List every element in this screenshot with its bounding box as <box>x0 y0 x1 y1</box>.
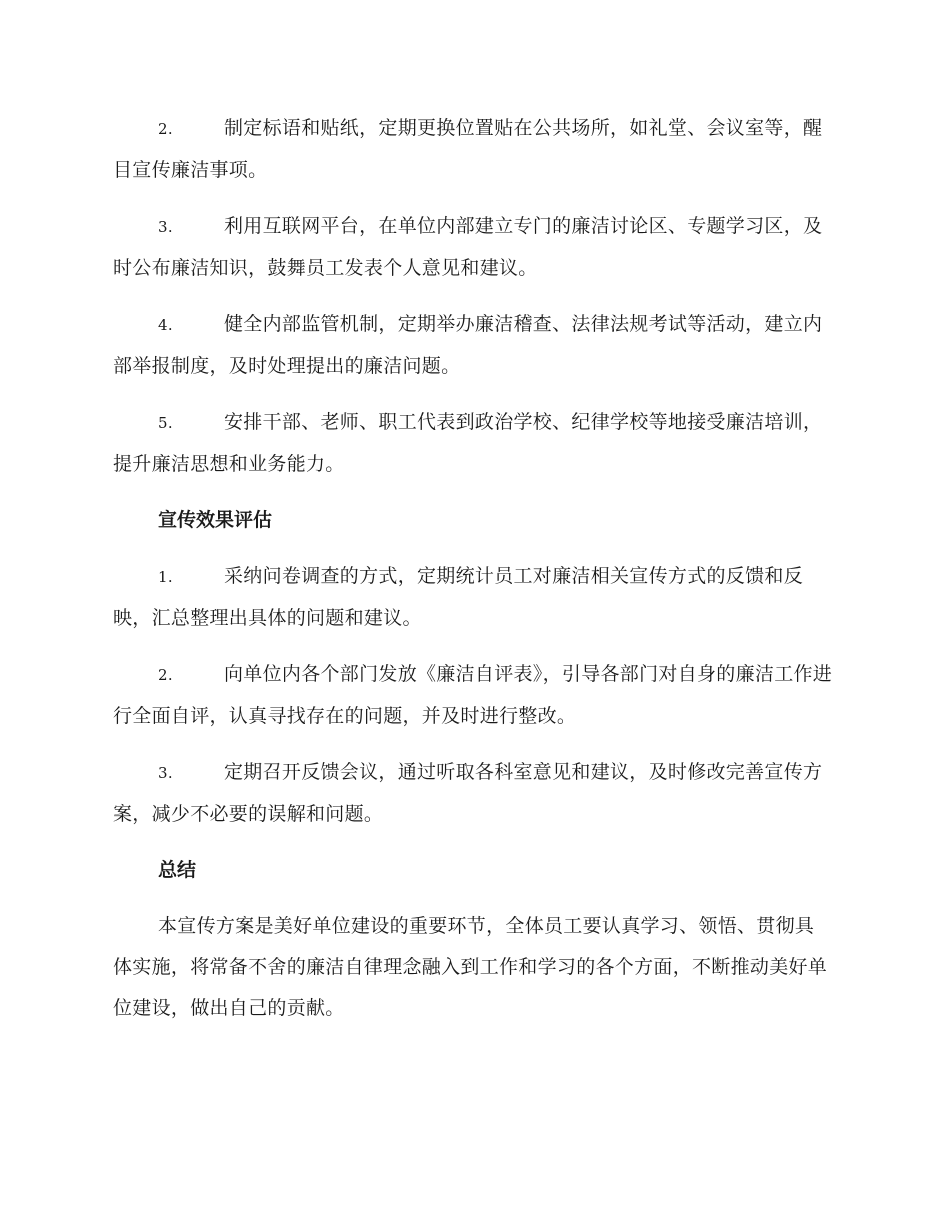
list-item-number: 1. <box>158 568 173 586</box>
list-item <box>113 108 833 191</box>
list-item-text: 利用互联网平台，在单位内部建立专门的廉洁讨论区、专题学习区，及时公布廉洁知识，鼓舞员工发表个人意见和建议。 <box>113 215 823 279</box>
list-item-text: 制定标语和贴纸，定期更换位置贴在公共场所，如礼堂、会议室等，醒目宣传廉洁事项。 <box>113 117 823 181</box>
list-item-text: 安排干部、老师、职工代表到政治学校、纪律学校等地接受廉洁培训，提升廉洁思想和业务能力。 <box>113 411 823 475</box>
list-item <box>113 304 833 387</box>
list-item-number: 3. <box>158 218 173 236</box>
document-body <box>113 108 833 1029</box>
list-item-number: 5. <box>158 414 173 432</box>
summary-paragraph: 本宣传方案是美好单位建设的重要环节，全体员工要认真学习、领悟、贯彻具体实施，将常备不舍的廉洁自律理念融入到工作和学习的各个方面，不断推动美好单位建设，做出自己的贡献。 <box>113 915 828 1019</box>
list-item-text: 健全内部监管机制，定期举办廉洁稽查、法律法规考试等活动，建立内部举报制度，及时处理提出的廉洁问题。 <box>113 313 823 377</box>
list-item-number: 2. <box>158 120 173 138</box>
list-item-number: 2. <box>158 666 173 684</box>
list-item-text: 采纳问卷调查的方式，定期统计员工对廉洁相关宣传方式的反馈和反映，汇总整理出具体的问题和建议。 <box>113 565 804 629</box>
list-item <box>113 752 833 835</box>
list-item-number: 3. <box>158 764 173 782</box>
list-item <box>113 654 833 737</box>
list-item-text: 向单位内各个部门发放《廉洁自评表》，引导各部门对自身的廉洁工作进行全面自评，认真寻找存在的问题，并及时进行整改。 <box>113 663 833 727</box>
list-item <box>113 206 833 289</box>
list-item <box>113 402 833 485</box>
list-item-text: 定期召开反馈会议，通过听取各科室意见和建议，及时修改完善宣传方案，减少不必要的误解和问题。 <box>113 761 823 825</box>
section-heading-summary: 总结 <box>158 859 197 881</box>
list-item <box>113 556 833 639</box>
list-item-number: 4. <box>158 316 173 334</box>
section-heading-evaluation: 宣传效果评估 <box>158 509 273 531</box>
